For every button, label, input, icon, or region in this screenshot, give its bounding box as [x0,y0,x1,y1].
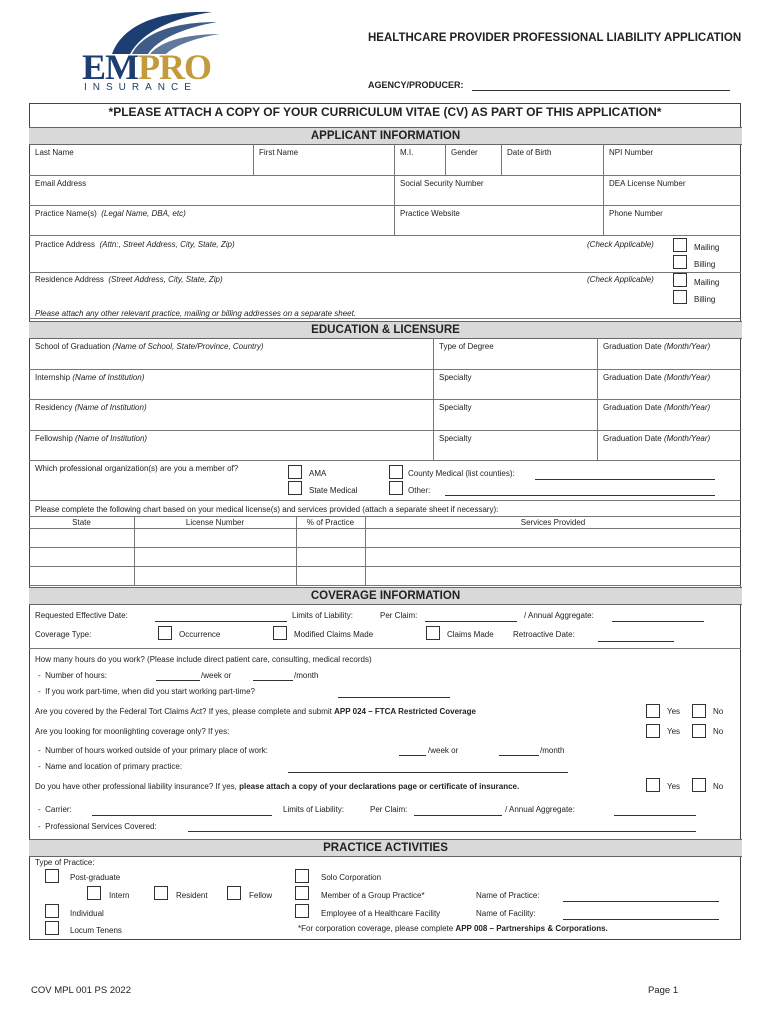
residency-label[interactable]: Residency [35,403,73,412]
other-insurance-question: Do you have other professional liability insurance? If yes, [35,782,240,791]
county-medical-label: County Medical (list counties): [408,469,515,478]
retro-date-field[interactable] [598,641,674,642]
gender-label[interactable]: Gender [451,148,478,157]
post-graduate-checkbox[interactable] [45,869,59,883]
residence-mailing-label: Mailing [694,278,720,287]
practice-billing-checkbox[interactable] [673,255,687,269]
part-time-label: If you work part-time, when did you start working part-time? [45,687,255,696]
residency-hint: (Name of Institution) [74,403,147,412]
ssn-label[interactable]: Social Security Number [400,179,484,188]
effective-date-field[interactable] [155,621,287,622]
coverage-type-label: Coverage Type: [35,630,92,639]
part-time-field[interactable] [338,697,450,698]
residence-address-hint: (Street Address, City, State, Zip) [108,275,223,284]
group-member-checkbox[interactable] [295,886,309,900]
residence-mailing-checkbox[interactable] [673,273,687,287]
moonlight-yes-label: Yes [667,727,681,736]
per-claim-field[interactable] [425,621,517,622]
state-medical-checkbox[interactable] [288,481,302,495]
modified-claims-checkbox[interactable] [273,626,287,640]
outside-month-field[interactable] [499,755,539,756]
fellow-checkbox[interactable] [227,886,241,900]
state-medical-label: State Medical [309,486,358,495]
hours-question: How many hours do you work? (Please include direct patient care, consulting, medical records) [35,655,372,664]
county-medical-checkbox[interactable] [389,465,403,479]
other-insurance-attach: please attach a copy of your declarations page or certificate of insurance. [239,782,520,791]
primary-practice-field[interactable] [288,772,568,773]
dob-label[interactable]: Date of Birth [507,148,552,157]
logo-em: EM [82,47,138,87]
claims-made-label: Claims Made [447,630,494,639]
license-header-number: License Number [185,518,245,527]
internship-label[interactable]: Internship [35,373,71,382]
residence-billing-label: Billing [694,295,716,304]
resident-label: Resident [176,891,208,900]
hours-week-field[interactable] [156,680,200,681]
logo-pro: PRO [138,47,211,87]
cv-notice: *PLEASE ATTACH A COPY OF YOUR CURRICULUM VITAE (CV) AS PART OF THIS APPLICATION* [108,105,662,119]
check-applicable-2: (Check Applicable) [587,275,654,284]
solo-corp-checkbox[interactable] [295,869,309,883]
practice-name-label[interactable]: Practice Name(s) [35,209,97,218]
effective-date-label: Requested Effective Date: [35,611,128,620]
ama-checkbox[interactable] [288,465,302,479]
practice-address-hint: (Attn:, Street Address, City, State, Zip) [99,240,235,249]
other-org-label: Other: [408,486,431,495]
check-applicable-1: (Check Applicable) [587,240,654,249]
license-instruction: Please complete the following chart based on your medical license(s) and services provided (attach a separate sheet if necessary): [35,505,499,514]
grad-date-hint-2: (Month/Year) [663,373,711,382]
other-ins-no-checkbox[interactable] [692,778,706,792]
education-section-title: EDUCATION & LICENSURE [29,321,742,339]
employee-label: Employee of a Healthcare Facility [321,909,441,918]
logo-subtitle: INSURANCE [84,82,197,93]
residence-billing-checkbox[interactable] [673,290,687,304]
ftca-app-ref: APP 024 – FTCA Restricted Coverage [334,707,476,716]
outside-week-field[interactable] [399,755,426,756]
grad-date-label-4[interactable]: Graduation Date [603,434,662,443]
form-title: HEALTHCARE PROVIDER PROFESSIONAL LIABILITY APPLICATION [368,32,742,44]
per-claim-label-2: Per Claim: [370,805,408,814]
empro-logo [80,6,220,96]
practice-type-label: Type of Practice: [35,858,95,867]
num-hours-label: Number of hours: [45,671,107,680]
moonlight-yes-checkbox[interactable] [646,724,660,738]
form-code: COV MPL 001 PS 2022 [31,985,131,996]
prof-services-field[interactable] [188,831,696,832]
phone-label[interactable]: Phone Number [609,209,663,218]
license-header-percent: % of Practice [306,518,355,527]
agency-field[interactable] [472,90,730,91]
npi-label[interactable]: NPI Number [609,148,654,157]
agency-label: AGENCY/PRODUCER: [368,80,464,90]
moonlight-no-checkbox[interactable] [692,724,706,738]
ftca-no-label: No [713,707,724,716]
other-org-field[interactable] [445,495,715,496]
modified-claims-label: Modified Claims Made [294,630,374,639]
ftca-yes-label: Yes [667,707,681,716]
employee-checkbox[interactable] [295,904,309,918]
degree-type-label[interactable]: Type of Degree [439,342,494,351]
practice-name-label: Name of Practice: [476,891,540,900]
grad-date-label-2[interactable]: Graduation Date [603,373,662,382]
group-member-label: Member of a Group Practice* [321,891,425,900]
ftca-yes-checkbox[interactable] [646,704,660,718]
facility-name-label: Name of Facility: [476,909,536,918]
locum-tenens-label: Locum Tenens [70,926,122,935]
annual-aggregate-field-2[interactable] [614,815,696,816]
org-question: Which professional organization(s) are you a member of? [35,464,239,473]
hours-outside-label: Number of hours worked outside of your primary place of work: [45,746,268,755]
annual-aggregate-label-2: / Annual Aggregate: [505,805,575,814]
other-org-checkbox[interactable] [389,481,403,495]
month-label: /month [294,671,319,680]
mi-label[interactable]: M.I. [400,148,414,157]
primary-practice-label: Name and location of primary practice: [45,762,183,771]
prof-services-label: Professional Services Covered: [45,822,157,831]
per-claim-label: Per Claim: [380,611,418,620]
week-or-label: /week or [201,671,232,680]
other-ins-yes-checkbox[interactable] [646,778,660,792]
license-header-services: Services Provided [520,518,586,527]
occurrence-label: Occurrence [179,630,221,639]
facility-name-field[interactable] [563,919,719,920]
intern-label: Intern [109,891,130,900]
license-table [29,516,741,586]
carrier-label: Carrier: [45,805,72,814]
claims-made-checkbox[interactable] [426,626,440,640]
post-graduate-label: Post-graduate [70,873,121,882]
attach-addresses-note: Please attach any other relevant practice, mailing or billing addresses on a separate sheet. [35,309,357,318]
per-claim-field-2[interactable] [414,815,502,816]
license-header-state: State [72,518,91,527]
dea-label[interactable]: DEA License Number [609,179,686,188]
website-label[interactable]: Practice Website [400,209,460,218]
applicant-section-title: APPLICANT INFORMATION [29,127,742,145]
individual-label: Individual [70,909,104,918]
ama-label: AMA [309,469,327,478]
resident-checkbox[interactable] [154,886,168,900]
practice-section-title: PRACTICE ACTIVITIES [29,839,742,857]
residency-specialty-label[interactable]: Specialty [439,403,472,412]
moonlight-no-label: No [713,727,724,736]
practice-name-hint: (Legal Name, DBA, etc) [101,209,186,218]
practice-mailing-checkbox[interactable] [673,238,687,252]
practice-mailing-label: Mailing [694,243,720,252]
grad-date-hint-4: (Month/Year) [663,434,711,443]
fellowship-hint: (Name of Institution) [75,434,148,443]
table-row[interactable] [29,529,741,547]
other-ins-no-label: No [713,782,724,791]
table-row[interactable] [29,567,741,585]
school-hint: (Name of School, State/Province, Country) [112,342,264,351]
limits-label-2: Limits of Liability: [283,805,344,814]
practice-billing-label: Billing [694,260,716,269]
practice-name-field[interactable] [563,901,719,902]
intern-checkbox[interactable] [87,886,101,900]
solo-corp-label: Solo Corporation [321,873,382,882]
internship-specialty-label[interactable]: Specialty [439,373,472,382]
ftca-no-checkbox[interactable] [692,704,706,718]
grad-date-label-1[interactable]: Graduation Date [603,342,662,351]
residence-address-label[interactable]: Residence Address [35,275,104,284]
annual-aggregate-field[interactable] [612,621,704,622]
grad-date-hint-3: (Month/Year) [663,403,711,412]
individual-checkbox[interactable] [45,904,59,918]
first-name-label[interactable]: First Name [259,148,299,157]
limits-label: Limits of Liability: [292,611,353,620]
other-ins-yes-label: Yes [667,782,681,791]
fellow-label: Fellow [249,891,273,900]
hours-month-field[interactable] [253,680,293,681]
retro-date-label: Retroactive Date: [513,630,575,639]
fellowship-specialty-label[interactable]: Specialty [439,434,472,443]
internship-hint: (Name of Institution) [72,373,145,382]
carrier-field[interactable] [92,815,272,816]
grad-date-label-3[interactable]: Graduation Date [603,403,662,412]
moonlight-question: Are you looking for moonlighting coverage only? If yes: [35,727,230,736]
month-label-2: /month [540,746,565,755]
annual-aggregate-label: / Annual Aggregate: [524,611,594,620]
practice-address-label[interactable]: Practice Address [35,240,96,249]
last-name-label[interactable]: Last Name [35,148,74,157]
page-number: Page 1 [648,985,679,996]
corp-note: *For corporation coverage, please complete [298,924,456,933]
fellowship-label[interactable]: Fellowship [35,434,73,443]
table-row[interactable] [29,548,741,566]
coverage-section-title: COVERAGE INFORMATION [29,587,742,605]
email-label[interactable]: Email Address [35,179,87,188]
county-medical-field[interactable] [535,479,715,480]
ftca-question: Are you covered by the Federal Tort Claims Act? If yes, please complete and submit [35,707,335,716]
corp-note-app-ref: APP 008 – Partnerships & Corporations. [455,924,608,933]
school-label[interactable]: School of Graduation [35,342,111,351]
week-or-label-2: /week or [428,746,459,755]
locum-tenens-checkbox[interactable] [45,921,59,935]
occurrence-checkbox[interactable] [158,626,172,640]
grad-date-hint-1: (Month/Year) [663,342,711,351]
